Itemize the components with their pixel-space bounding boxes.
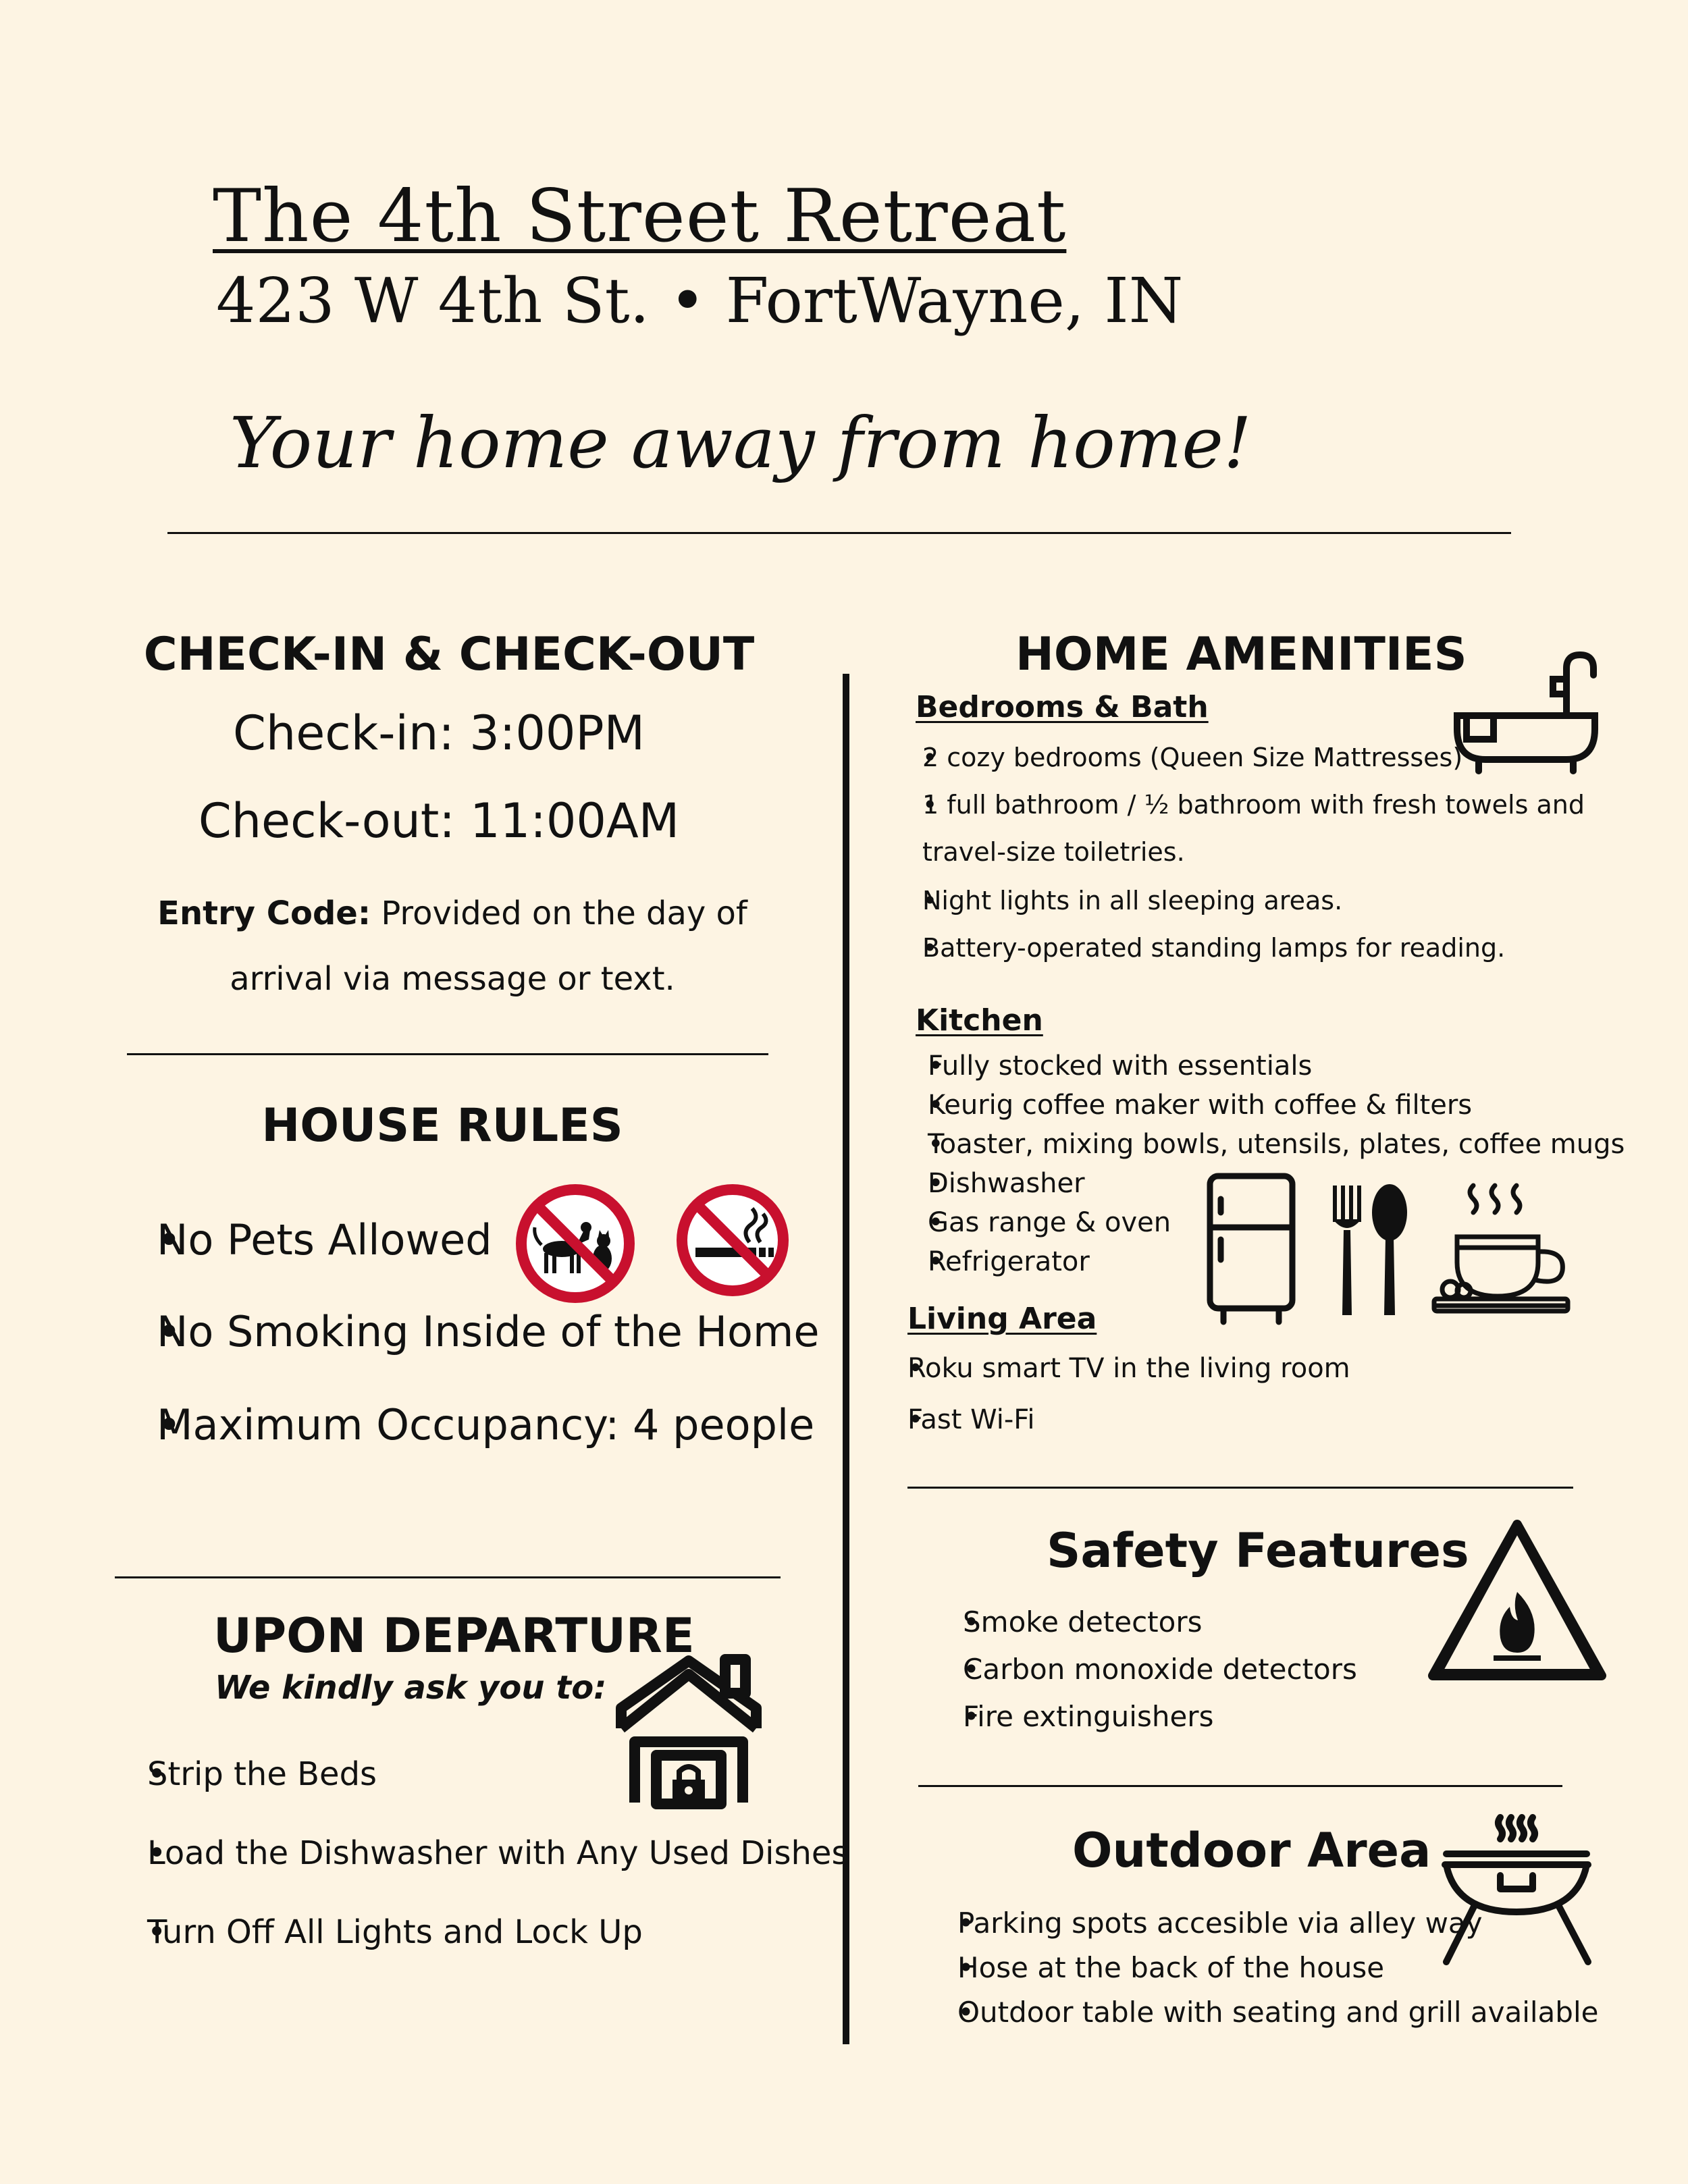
kitchen-label: Kitchen	[916, 1003, 1043, 1038]
bedroom-item: • Battery-operated standing lamps for reading.	[891, 933, 1585, 963]
checkin-divider	[127, 1053, 768, 1055]
rule-item: • No Smoking Inside of the Home	[108, 1307, 820, 1400]
entry-code-text-2: arrival via message or text.	[230, 960, 675, 998]
bedroom-item-continued: travel-size toiletries.	[922, 837, 1185, 867]
header-divider	[167, 532, 1511, 534]
outdoor-list	[918, 1907, 1598, 2029]
entry-code-text-1: Provided on the day of	[381, 895, 747, 932]
departure-subheading: We kindly ask you to:	[215, 1669, 607, 1707]
kitchen-item: • Fully stocked with essentials	[893, 1050, 1625, 1090]
kitchen-item: • Dishwasher	[893, 1168, 1625, 1207]
refrigerator-icon	[1206, 1172, 1296, 1325]
entry-code-line1	[128, 895, 776, 932]
coffee-cup-icon	[1430, 1183, 1572, 1318]
address: 423 W 4th St. • FortWayne, IN	[216, 265, 1184, 337]
kitchen-item: • Gas range & oven	[893, 1207, 1625, 1246]
safety-item: • Carbon monoxide detectors	[929, 1653, 1357, 1700]
page-title: The 4th Street Retreat	[213, 174, 1067, 259]
outdoor-item: • Outdoor table with seating and grill available	[918, 1996, 1598, 2029]
rule-item: • Maximum Occupancy: 4 people	[108, 1400, 820, 1449]
amenities-divider	[907, 1487, 1573, 1489]
outdoor-item: • Parking spots accesible via alley way	[918, 1907, 1598, 1951]
amenities-heading: HOME AMENITIES	[1016, 628, 1467, 681]
safety-list	[929, 1605, 1357, 1733]
living-item: • Roku smart TV in the living room	[886, 1353, 1350, 1404]
kitchen-item: • Keurig coffee maker with coffee & filters	[893, 1090, 1625, 1129]
living-item: • Fast Wi-Fi	[886, 1404, 1350, 1435]
house-rules-divider	[115, 1576, 781, 1578]
outdoor-item: • Hose at the back of the house	[918, 1951, 1598, 1996]
utensils-icon	[1329, 1183, 1410, 1318]
departure-item: • Load the Dishwasher with Any Used Dishes	[108, 1834, 848, 1913]
living-label: Living Area	[907, 1302, 1097, 1336]
departure-item: • Turn Off All Lights and Lock Up	[108, 1913, 848, 1951]
kitchen-item: • Refrigerator	[893, 1246, 1625, 1277]
bedrooms-label: Bedrooms & Bath	[916, 690, 1209, 724]
checkout-time: Check-out: 11:00AM	[198, 793, 680, 849]
bedroom-item: • 2 cozy bedrooms (Queen Size Mattresses)	[891, 743, 1585, 790]
checkin-time: Check-in: 3:00PM	[232, 705, 645, 761]
safety-item: • Smoke detectors	[929, 1605, 1357, 1653]
house-rules-heading: HOUSE RULES	[261, 1099, 623, 1152]
bedrooms-list	[891, 743, 1585, 963]
departure-item: • Strip the Beds	[108, 1755, 848, 1834]
outdoor-heading: Outdoor Area	[1072, 1823, 1431, 1878]
bedroom-item: • Night lights in all sleeping areas.	[891, 886, 1585, 933]
tagline: Your home away from home!	[230, 402, 1252, 484]
safety-heading: Safety Features	[1047, 1523, 1469, 1578]
safety-divider	[918, 1785, 1562, 1787]
no-pets-icon	[515, 1183, 636, 1304]
no-smoking-icon	[675, 1183, 790, 1298]
bedroom-item: • 1 full bathroom / ½ bathroom with fresh towels and	[891, 790, 1585, 837]
checkin-heading: CHECK-IN & CHECK-OUT	[143, 628, 755, 681]
departure-heading: UPON DEPARTURE	[213, 1608, 695, 1663]
rule-item: • No Pets Allowed	[108, 1215, 820, 1307]
safety-item: • Fire extinguishers	[929, 1700, 1357, 1733]
departure-list	[108, 1755, 848, 1951]
living-list	[886, 1353, 1350, 1435]
fire-warning-icon	[1426, 1518, 1608, 1682]
kitchen-item: • Toaster, mixing bowls, utensils, plates, coffee mugs	[893, 1129, 1625, 1168]
entry-code-label: Entry Code:	[157, 895, 371, 932]
